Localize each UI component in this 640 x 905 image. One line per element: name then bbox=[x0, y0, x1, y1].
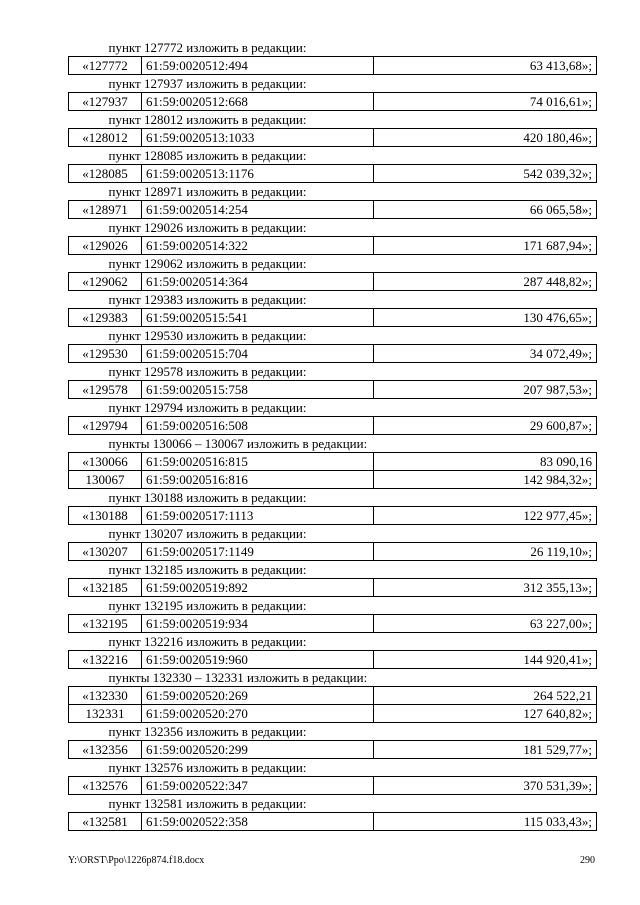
cadastral-number-cell: 61:59:0020512:668 bbox=[142, 93, 374, 111]
item-number-cell: «132185 bbox=[69, 579, 142, 597]
amendment-heading-row bbox=[69, 669, 597, 687]
table-row bbox=[69, 507, 597, 525]
cadastral-number-cell: 61:59:0020514:322 bbox=[142, 237, 374, 255]
cadastral-number-cell: 61:59:0020522:347 bbox=[142, 777, 374, 795]
amendment-heading-row bbox=[69, 39, 597, 57]
cadastral-value-cell: 171 687,94»; bbox=[374, 237, 597, 255]
item-number-cell: «132330 bbox=[69, 687, 142, 705]
cadastral-number-cell: 61:59:0020512:494 bbox=[142, 57, 374, 75]
table-row bbox=[69, 201, 597, 219]
item-number-cell: «130188 bbox=[69, 507, 142, 525]
cadastral-value-cell: 312 355,13»; bbox=[374, 579, 597, 597]
footer-page-number: 290 bbox=[580, 855, 595, 866]
table-row bbox=[69, 777, 597, 795]
item-number-cell: «132216 bbox=[69, 651, 142, 669]
amendment-heading-text: пункт 129383 изложить в редакции: bbox=[108, 291, 307, 307]
amendment-heading-row bbox=[69, 219, 597, 237]
amendment-heading-text: пункт 129794 изложить в редакции: bbox=[108, 399, 307, 415]
item-number-cell: «129530 bbox=[69, 345, 142, 363]
item-number-cell: «128085 bbox=[69, 165, 142, 183]
cadastral-value-cell: 144 920,41»; bbox=[374, 651, 597, 669]
item-number-cell: 132331 bbox=[69, 705, 142, 723]
item-number-cell: «128012 bbox=[69, 129, 142, 147]
amendment-heading-text: пункт 129026 изложить в редакции: bbox=[108, 219, 307, 235]
cadastral-number-cell: 61:59:0020516:508 bbox=[142, 417, 374, 435]
amendment-heading-row bbox=[69, 183, 597, 201]
amendment-heading-row bbox=[69, 111, 597, 129]
amendment-heading-row bbox=[69, 633, 597, 651]
amendment-heading-text: пункт 132581 изложить в редакции: bbox=[108, 795, 307, 811]
amendment-heading-row bbox=[69, 759, 597, 777]
item-number-cell: 130067 bbox=[69, 471, 142, 489]
amendment-heading-row bbox=[69, 75, 597, 93]
table-row bbox=[69, 579, 597, 597]
cadastral-value-cell: 115 033,43»; bbox=[374, 813, 597, 831]
amendment-heading-text: пункт 128971 изложить в редакции: bbox=[108, 183, 307, 199]
amendment-heading-row bbox=[69, 435, 597, 453]
cadastral-value-cell: 542 039,32»; bbox=[374, 165, 597, 183]
amendment-heading-text: пункт 132185 изложить в редакции: bbox=[108, 561, 307, 577]
table-row bbox=[69, 687, 597, 705]
cadastral-number-cell: 61:59:0020514:364 bbox=[142, 273, 374, 291]
item-number-cell: «128971 bbox=[69, 201, 142, 219]
item-number-cell: «132356 bbox=[69, 741, 142, 759]
amendment-heading-row bbox=[69, 489, 597, 507]
cadastral-value-cell: 63 227,00»; bbox=[374, 615, 597, 633]
cadastral-value-cell: 63 413,68»; bbox=[374, 57, 597, 75]
item-number-cell: «132195 bbox=[69, 615, 142, 633]
amendment-heading-text: пункты 130066 – 130067 изложить в редакции: bbox=[108, 435, 368, 451]
item-number-cell: «132581 bbox=[69, 813, 142, 831]
amendment-heading-row bbox=[69, 255, 597, 273]
item-number-cell: «129794 bbox=[69, 417, 142, 435]
amendments-table bbox=[68, 39, 597, 831]
cadastral-value-cell: 181 529,77»; bbox=[374, 741, 597, 759]
amendment-heading-row bbox=[69, 597, 597, 615]
cadastral-number-cell: 61:59:0020517:1149 bbox=[142, 543, 374, 561]
item-number-cell: «130207 bbox=[69, 543, 142, 561]
footer-file-path: Y:\ORST\Ppo\1226p874.f18.docx bbox=[68, 855, 205, 866]
table-row bbox=[69, 309, 597, 327]
cadastral-number-cell: 61:59:0020516:815 bbox=[142, 453, 374, 471]
amendment-heading-text: пункт 127937 изложить в редакции: bbox=[108, 75, 307, 91]
cadastral-number-cell: 61:59:0020516:816 bbox=[142, 471, 374, 489]
amendment-heading-text: пункт 132216 изложить в редакции: bbox=[108, 633, 307, 649]
table-row bbox=[69, 93, 597, 111]
cadastral-value-cell: 207 987,53»; bbox=[374, 381, 597, 399]
table-row bbox=[69, 453, 597, 471]
table-row bbox=[69, 129, 597, 147]
table-row bbox=[69, 417, 597, 435]
amendment-heading-text: пункт 129578 изложить в редакции: bbox=[108, 363, 307, 379]
cadastral-value-cell: 66 065,58»; bbox=[374, 201, 597, 219]
cadastral-value-cell: 83 090,16 bbox=[374, 453, 597, 471]
cadastral-value-cell: 264 522,21 bbox=[374, 687, 597, 705]
cadastral-value-cell: 122 977,45»; bbox=[374, 507, 597, 525]
amendment-heading-text: пункт 130207 изложить в редакции: bbox=[108, 525, 307, 541]
amendment-heading-text: пункт 129530 изложить в редакции: bbox=[108, 327, 307, 343]
cadastral-number-cell: 61:59:0020517:1113 bbox=[142, 507, 374, 525]
cadastral-value-cell: 74 016,61»; bbox=[374, 93, 597, 111]
amendment-heading-row bbox=[69, 291, 597, 309]
amendment-heading-row bbox=[69, 525, 597, 543]
amendment-heading-row bbox=[69, 363, 597, 381]
cadastral-number-cell: 61:59:0020513:1176 bbox=[142, 165, 374, 183]
item-number-cell: «129383 bbox=[69, 309, 142, 327]
cadastral-number-cell: 61:59:0020520:269 bbox=[142, 687, 374, 705]
item-number-cell: «130066 bbox=[69, 453, 142, 471]
amendment-heading-text: пункт 132576 изложить в редакции: bbox=[108, 759, 307, 775]
cadastral-value-cell: 287 448,82»; bbox=[374, 273, 597, 291]
cadastral-value-cell: 142 984,32»; bbox=[374, 471, 597, 489]
cadastral-value-cell: 29 600,87»; bbox=[374, 417, 597, 435]
table-row bbox=[69, 615, 597, 633]
cadastral-value-cell: 127 640,82»; bbox=[374, 705, 597, 723]
cadastral-value-cell: 130 476,65»; bbox=[374, 309, 597, 327]
cadastral-value-cell: 34 072,49»; bbox=[374, 345, 597, 363]
cadastral-number-cell: 61:59:0020515:541 bbox=[142, 309, 374, 327]
item-number-cell: «127937 bbox=[69, 93, 142, 111]
amendment-heading-row bbox=[69, 723, 597, 741]
item-number-cell: «127772 bbox=[69, 57, 142, 75]
amendment-heading-row bbox=[69, 561, 597, 579]
cadastral-number-cell: 61:59:0020519:960 bbox=[142, 651, 374, 669]
amendment-heading-row bbox=[69, 327, 597, 345]
table-row bbox=[69, 237, 597, 255]
cadastral-number-cell: 61:59:0020514:254 bbox=[142, 201, 374, 219]
cadastral-number-cell: 61:59:0020520:299 bbox=[142, 741, 374, 759]
cadastral-value-cell: 26 119,10»; bbox=[374, 543, 597, 561]
table-row bbox=[69, 741, 597, 759]
table-row bbox=[69, 543, 597, 561]
amendment-heading-text: пункты 132330 – 132331 изложить в редакции: bbox=[108, 669, 368, 685]
cadastral-number-cell: 61:59:0020519:892 bbox=[142, 579, 374, 597]
item-number-cell: «129578 bbox=[69, 381, 142, 399]
item-number-cell: «132576 bbox=[69, 777, 142, 795]
cadastral-number-cell: 61:59:0020513:1033 bbox=[142, 129, 374, 147]
table-row bbox=[69, 381, 597, 399]
cadastral-number-cell: 61:59:0020520:270 bbox=[142, 705, 374, 723]
table-row bbox=[69, 813, 597, 831]
cadastral-number-cell: 61:59:0020515:704 bbox=[142, 345, 374, 363]
cadastral-number-cell: 61:59:0020515:758 bbox=[142, 381, 374, 399]
cadastral-value-cell: 420 180,46»; bbox=[374, 129, 597, 147]
amendment-heading-row bbox=[69, 795, 597, 813]
table-row bbox=[69, 57, 597, 75]
amendment-heading-text: пункт 132195 изложить в редакции: bbox=[108, 597, 307, 613]
item-number-cell: «129062 bbox=[69, 273, 142, 291]
amendment-heading-text: пункт 128012 изложить в редакции: bbox=[108, 111, 307, 127]
cadastral-number-cell: 61:59:0020522:358 bbox=[142, 813, 374, 831]
amendment-heading-text: пункт 130188 изложить в редакции: bbox=[108, 489, 307, 505]
table-row bbox=[69, 165, 597, 183]
table-row bbox=[69, 471, 597, 489]
amendment-heading-row bbox=[69, 147, 597, 165]
amendment-heading-row bbox=[69, 399, 597, 417]
item-number-cell: «129026 bbox=[69, 237, 142, 255]
table-row bbox=[69, 705, 597, 723]
table-row bbox=[69, 651, 597, 669]
amendment-heading-text: пункт 127772 изложить в редакции: bbox=[108, 39, 307, 55]
cadastral-value-cell: 370 531,39»; bbox=[374, 777, 597, 795]
amendment-heading-text: пункт 129062 изложить в редакции: bbox=[108, 255, 307, 271]
table-row bbox=[69, 345, 597, 363]
cadastral-number-cell: 61:59:0020519:934 bbox=[142, 615, 374, 633]
amendment-heading-text: пункт 128085 изложить в редакции: bbox=[108, 147, 307, 163]
amendment-heading-text: пункт 132356 изложить в редакции: bbox=[108, 723, 307, 739]
table-row bbox=[69, 273, 597, 291]
